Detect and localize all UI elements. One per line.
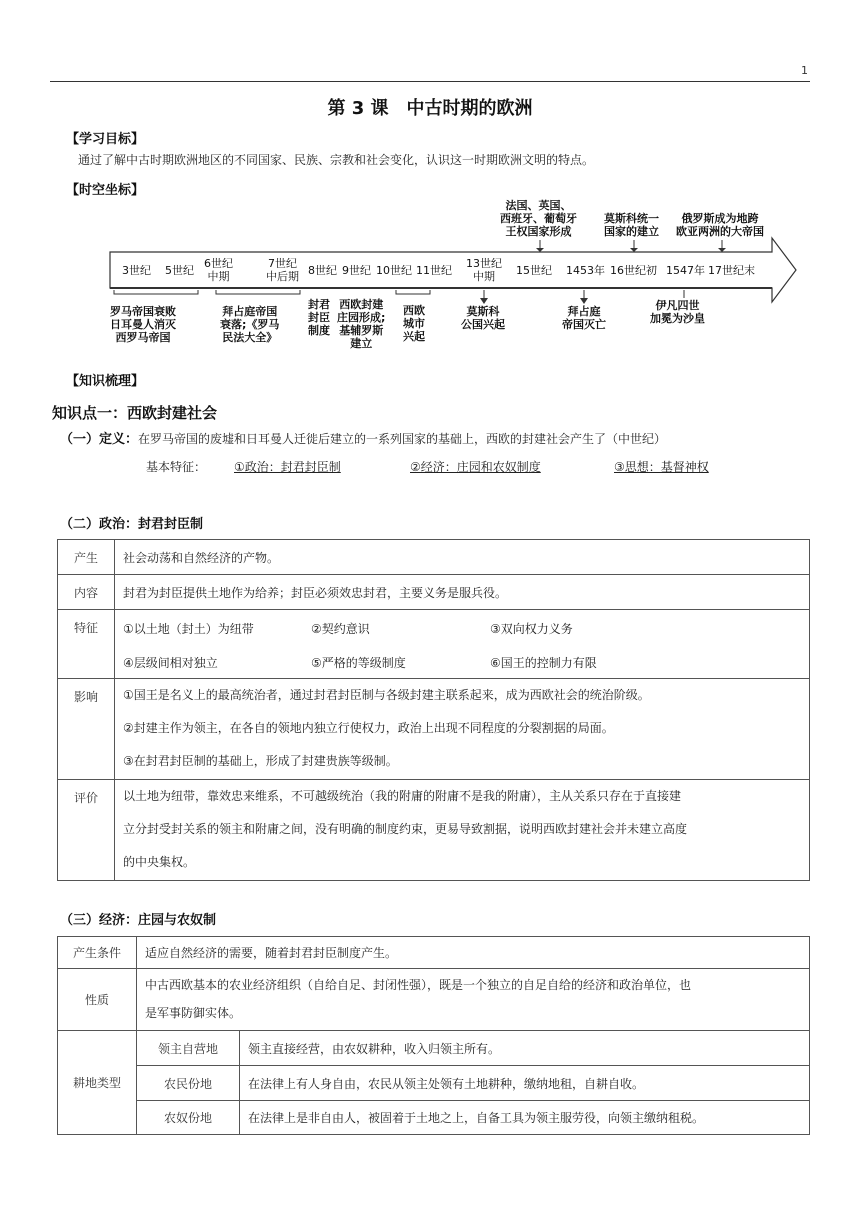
row-label: 耕地类型	[58, 1031, 137, 1135]
timeline-event-above: 莫斯科统一 国家的建立	[604, 212, 659, 238]
table-row	[58, 780, 810, 881]
timeline-label: 13世纪 中期	[466, 257, 502, 283]
feature-politics: ①政治：封君封臣制	[234, 460, 341, 474]
row-content	[115, 610, 810, 679]
politics-table	[57, 539, 810, 881]
row-label: 产生条件	[58, 937, 137, 969]
timeline-heading: 【时空坐标】	[66, 183, 145, 198]
economy-heading: （三）经济：庄园与农奴制	[60, 913, 217, 928]
feature-thought: ③思想：基督神权	[614, 460, 709, 474]
influence-line: ①国王是名义上的最高统治者，通过封君封臣制与各级封建主联系起来，成为西欧社会的统治阶级。	[123, 688, 650, 702]
land-type: 农奴份地	[137, 1101, 240, 1135]
timeline-event-below: 西欧 城市 兴起	[403, 304, 425, 343]
timeline-event-below: 西欧封建 庄园形成; 基辅罗斯 建立	[337, 298, 386, 350]
timeline-event-below: 封君 封臣 制度	[308, 298, 330, 337]
timeline-label: 17世纪末	[708, 264, 755, 277]
row-content	[137, 969, 810, 1031]
timeline-event-above: 俄罗斯成为地跨 欧亚两洲的大帝国	[676, 212, 764, 238]
definition-label: （一）定义：	[60, 432, 139, 447]
land-desc: 在法律上是非自由人，被固着于土地之上，自备工具为领主服劳役，向领主缴纳租税。	[240, 1101, 810, 1135]
table-row	[58, 969, 810, 1031]
timeline-label: 7世纪 中后期	[266, 257, 299, 283]
review-heading: 【知识梳理】	[66, 374, 145, 389]
timeline-event-below: 莫斯科 公国兴起	[461, 305, 505, 331]
goals-heading: 【学习目标】	[66, 132, 145, 147]
row-content: 社会动荡和自然经济的产物。	[115, 540, 810, 575]
timeline-event-below: 伊凡四世 加冕为沙皇	[650, 299, 705, 325]
influence-line: ③在封君封臣制的基础上，形成了封建贵族等级制。	[123, 754, 398, 768]
feature-item: ⑥国王的控制力有限	[490, 656, 597, 670]
row-label: 性质	[58, 969, 137, 1031]
row-label: 内容	[58, 575, 115, 610]
timeline-label: 15世纪	[516, 264, 552, 277]
evaluation-line: 以土地为纽带，靠效忠来维系，不可越级统治（我的附庸的附庸不是我的附庸），主从关系只存在于直接建	[123, 789, 682, 803]
feature-item: ③双向权力义务	[490, 622, 573, 636]
timeline-label: 10世纪	[376, 264, 412, 277]
row-label: 产生	[58, 540, 115, 575]
land-desc: 领主直接经营，由农奴耕种，收入归领主所有。	[240, 1031, 810, 1066]
row-label: 特征	[58, 610, 115, 679]
influence-line: ②封建主作为领主，在各自的领地内独立行使权力，政治上出现不同程度的分裂割据的局面。	[123, 721, 614, 735]
knowledge-point-title: 知识点一：西欧封建社会	[52, 404, 218, 422]
page-number: 1	[801, 64, 808, 77]
timeline-label: 11世纪	[416, 264, 452, 277]
land-type: 农民份地	[137, 1066, 240, 1101]
timeline-label: 1453年	[566, 264, 605, 277]
timeline-label: 9世纪	[342, 264, 371, 277]
feature-item: ①以土地（封土）为纽带	[123, 622, 254, 636]
timeline-event-below: 罗马帝国衰败 日耳曼人消灭 西罗马帝国	[110, 305, 176, 344]
row-label: 评价	[58, 780, 115, 881]
table-row	[58, 1101, 810, 1135]
timeline-event-above: 法国、英国、 西班牙、葡萄牙 王权国家形成	[500, 199, 577, 238]
land-type: 领主自营地	[137, 1031, 240, 1066]
features-label: 基本特征：	[146, 460, 207, 474]
feature-item: ④层级间相对独立	[123, 656, 218, 670]
land-desc: 在法律上有人身自由，农民从领主处领有土地耕种，缴纳地租，自耕自收。	[240, 1066, 810, 1101]
table-row	[58, 679, 810, 780]
row-content: 适应自然经济的需要，随着封君封臣制度产生。	[137, 937, 810, 969]
economy-table	[57, 936, 810, 1135]
evaluation-line: 立分封受封关系的领主和附庸之间，没有明确的制度约束，更易导致割据，说明西欧封建社会并未建立高度	[123, 822, 688, 836]
timeline-event-below: 拜占庭 帝国灭亡	[562, 305, 606, 331]
definition-line	[60, 428, 666, 447]
nature-line: 是军事防御实体。	[145, 1006, 242, 1020]
timeline-label: 1547年	[666, 264, 705, 277]
timeline-label: 8世纪	[308, 264, 337, 277]
lesson-title: 第 3 课 中古时期的欧洲	[327, 98, 533, 119]
row-label: 影响	[58, 679, 115, 780]
nature-line: 中古西欧基本的农业经济组织（自给自足、封闭性强），既是一个独立的自足自给的经济和政治单位，也	[145, 978, 692, 992]
table-row	[58, 540, 810, 575]
timeline-label: 5世纪	[165, 264, 194, 277]
table-row	[58, 1031, 810, 1066]
feature-item: ⑤严格的等级制度	[311, 656, 406, 670]
table-row	[58, 575, 810, 610]
table-row	[58, 1066, 810, 1101]
timeline-label: 3世纪	[122, 264, 151, 277]
politics-heading: （二）政治：封君封臣制	[60, 517, 204, 532]
row-content: 封君为封臣提供土地作为给养；封臣必须效忠封君，主要义务是服兵役。	[115, 575, 810, 610]
timeline-label: 6世纪 中期	[204, 257, 233, 283]
row-content	[115, 780, 810, 881]
timeline-event-below: 拜占庭帝国 衰落;《罗马 民法大全》	[220, 305, 280, 344]
table-row	[58, 937, 810, 969]
evaluation-line: 的中央集权。	[123, 855, 196, 869]
feature-economy: ②经济：庄园和农奴制度	[410, 460, 541, 474]
timeline-label: 16世纪初	[610, 264, 657, 277]
row-content	[115, 679, 810, 780]
goals-text: 通过了解中古时期欧洲地区的不同国家、民族、宗教和社会变化，认识这一时期欧洲文明的特点。	[78, 153, 595, 167]
table-row	[58, 610, 810, 679]
feature-item: ②契约意识	[311, 622, 370, 636]
definition-text: 在罗马帝国的废墟和日耳曼人迁徙后建立的一系列国家的基础上，西欧的封建社会产生了（中世纪）	[138, 432, 667, 446]
